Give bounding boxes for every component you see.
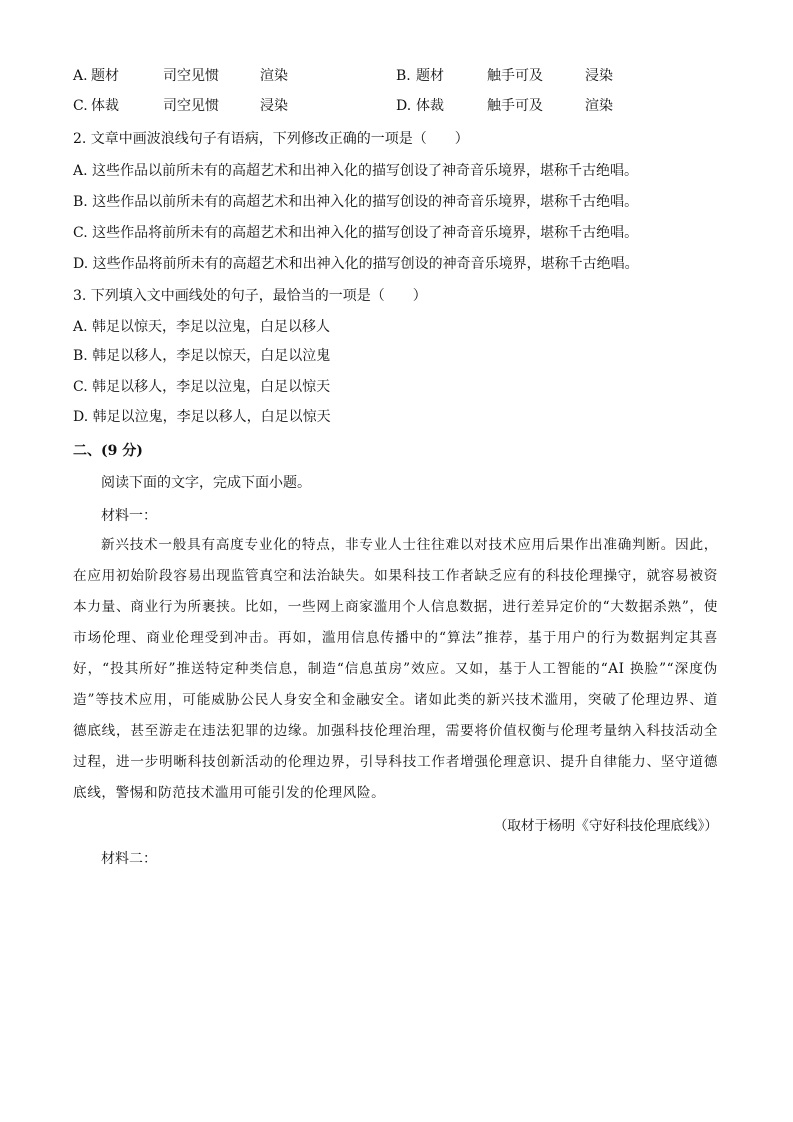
material-1-text: 新兴技术一般具有高度专业化的特点，非专业人士往往难以对技术应用后果作出准确判断。因此，在应用初始阶段容易出现监管真空和法治缺失。如果科技工作者缺乏应有的科技伦理操守，就容易被资本力量、商业行为所裹挟。比如，一些网上商家滥用个人信息数据，进行差异定价的“大数据杀熟”，使市场伦理、商业伦理受到冲击。再如，滥用信息传播中的“算法”推荐，基于用户的行为数据判定其喜好，“投其所好”推送特定种类信息，制造“信息茧房”效应。又如，基于人工智能的“AI 换脸”“深度伪造”等技术应用，可能威胁公民人身安全和金融安全。诸如此类的新兴技术滥用，突破了伦理边界、道德底线，甚至游走在违法犯罪的边缘。加强科技伦理治理，需要将价值权衡与伦理考量纳入科技活动全过程，进一步明晰科技创新活动的伦理边界，引导科技工作者增强伦理意识、提升自律能力、坚守道德底线，警惕和防范技术滥用可能引发的伦理风险。: [73, 537, 718, 801]
q1-options-row-1: [73, 66, 713, 86]
q1-option-word-1: 体裁: [416, 98, 444, 114]
q2-option-d: D. 这些作品将前所未有的高超艺术和出神入化的描写创设的神奇音乐境界，堪称千古绝唱。: [73, 256, 639, 272]
q3-stem: 3. 下列填入文中画线处的句子，最恰当的一项是（ ）: [73, 288, 427, 304]
q3-option-b: B. 韩足以移人，李足以惊天，白足以泣鬼: [73, 348, 331, 364]
q1-option-word-2: 司空见惯: [163, 68, 219, 84]
q2-option-c: C. 这些作品将前所未有的高超艺术和出神入化的描写创设了神奇音乐境界，堪称千古绝唱。: [73, 225, 639, 241]
q1-option-word-3: 渲染: [260, 68, 288, 84]
section-heading: 二、(9 分): [73, 443, 143, 459]
q1-option-word-2: 触手可及: [487, 98, 543, 114]
q1-option-word-3: 浸染: [585, 68, 613, 84]
q2-stem: 2. 文章中画波浪线句子有语病，下列修改正确的一项是（ ）: [73, 131, 469, 147]
material-1-label: 材料一：: [101, 508, 157, 524]
material-1-source: （取材于杨明《守好科技伦理底线》）: [493, 818, 718, 834]
q3-option-d: D. 韩足以泣鬼，李足以移人，白足以惊天: [73, 409, 331, 425]
q1-option-word-1: 题材: [91, 68, 119, 84]
q1-option-letter: D.: [396, 98, 412, 114]
q2-option-b: B. 这些作品以前所未有的高超艺术和出神入化的描写创设的神奇音乐境界，堪称千古绝唱。: [73, 194, 639, 210]
q3-option-a: A. 韩足以惊天，李足以泣鬼，白足以移人: [73, 319, 331, 335]
q1-option-word-3: 浸染: [260, 98, 288, 114]
reading-instruction: 阅读下面的文字，完成下面小题。: [101, 475, 311, 491]
q1-option-word-3: 渲染: [585, 98, 613, 114]
material-2-label: 材料二：: [101, 851, 157, 867]
q1-option-word-2: 触手可及: [487, 68, 543, 84]
q1-option-word-2: 司空见惯: [163, 98, 219, 114]
q1-option-word-1: 体裁: [91, 98, 119, 114]
q2-option-a: A. 这些作品以前所未有的高超艺术和出神入化的描写创设了神奇音乐境界，堪称千古绝唱。: [73, 163, 639, 179]
q1-option-letter: C.: [73, 98, 88, 114]
q1-option-letter: A.: [73, 68, 88, 84]
q3-option-c: C. 韩足以移人，李足以泣鬼，白足以惊天: [73, 379, 331, 395]
q1-options-row-2: [73, 96, 713, 116]
q1-option-letter: B.: [396, 68, 411, 84]
q1-option-word-1: 题材: [416, 68, 444, 84]
